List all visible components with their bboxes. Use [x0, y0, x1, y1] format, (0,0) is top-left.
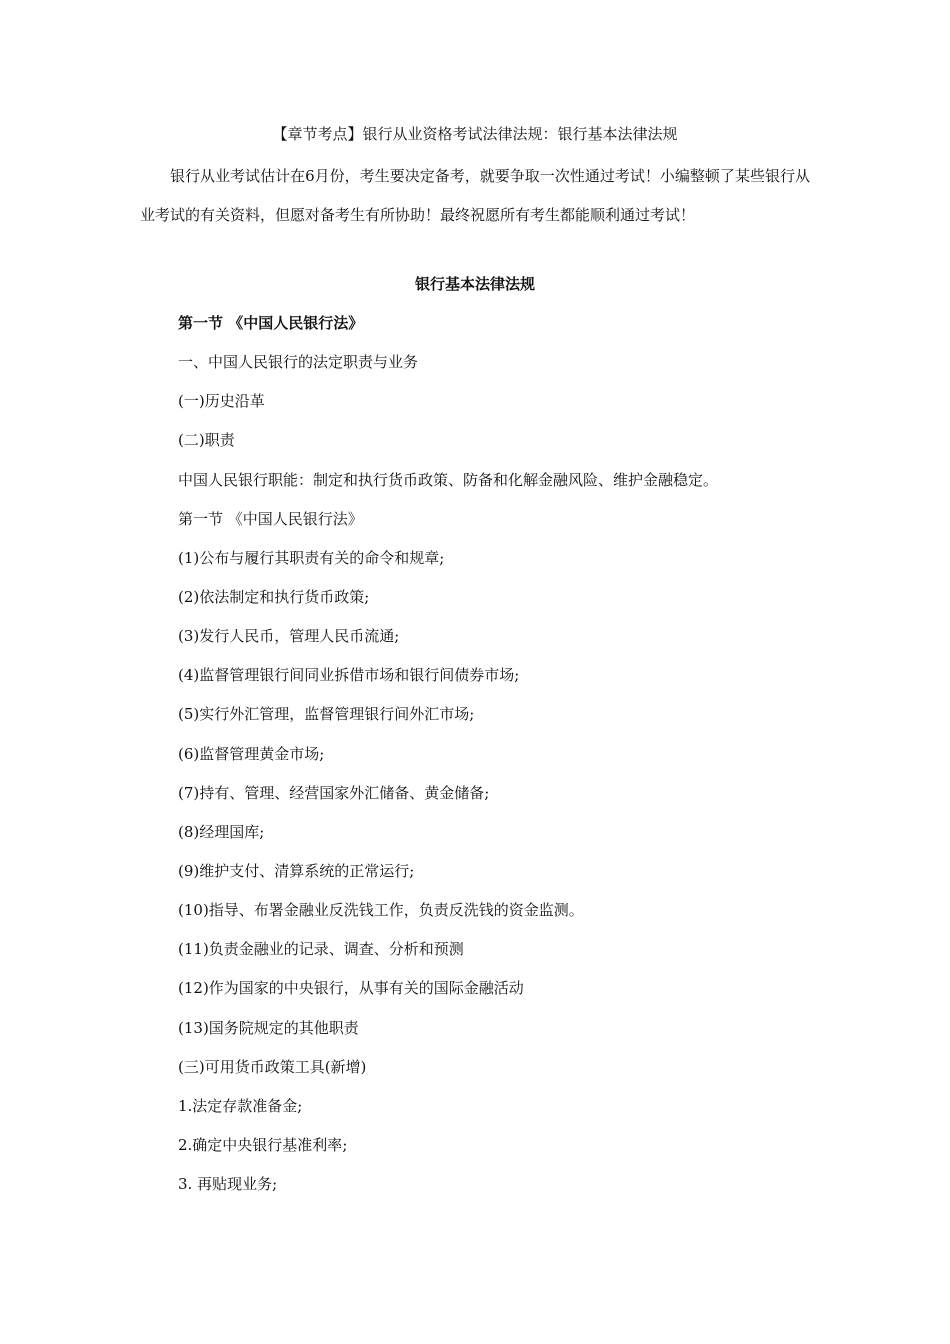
body-line: 第一节 《中国人民银行法》	[178, 509, 363, 528]
body-line: (2)依法制定和执行货币政策;	[178, 587, 370, 606]
body-line: 中国人民银行职能：制定和执行货币政策、防备和化解金融风险、维护金融稳定。	[178, 470, 719, 489]
section-title: 银行基本法律法规	[414, 275, 535, 293]
body-line: (一)历史沿革	[178, 392, 265, 411]
body-line: (三)可用货币政策工具(新增)	[178, 1057, 367, 1076]
body-line: 一、中国人民银行的法定职责与业务	[178, 353, 419, 372]
body-line: (二)职责	[178, 431, 235, 450]
body-line: 2.确定中央银行基准利率;	[178, 1135, 348, 1154]
body-lines	[178, 310, 818, 1210]
body-line: (12)作为国家的中央银行，从事有关的国际金融活动	[178, 979, 524, 998]
document-title: 【章节考点】银行从业资格考试法律法规：银行基本法律法规	[272, 125, 678, 143]
body-line: (3)发行人民币，管理人民币流通;	[178, 627, 400, 646]
body-line: (8)经理国库;	[178, 822, 265, 841]
body-line: 第一节 《中国人民银行法》	[178, 314, 364, 332]
body-line: (7)持有、管理、经营国家外汇储备、黄金储备;	[178, 783, 490, 802]
body-line: (13)国务院规定的其他职责	[178, 1018, 359, 1037]
body-line: (5)实行外汇管理，监督管理银行间外汇市场;	[178, 705, 475, 724]
intro-paragraph: 银行从业考试估计在6月份，考生要决定备考，就要争取一次性通过考试！小编整顿了某些银行从业考试的有关资料，但愿对备考生有所协助！最终祝愿所有考生都能顺利通过考试！	[140, 167, 810, 224]
body-line: (1)公布与履行其职责有关的命令和规章;	[178, 548, 445, 567]
body-line: 1.法定存款准备金;	[178, 1096, 303, 1115]
body-line: (4)监督管理银行间同业拆借市场和银行间债券市场;	[178, 666, 520, 685]
body-line: (6)监督管理黄金市场;	[178, 744, 325, 763]
body-line: (9)维护支付、清算系统的正常运行;	[178, 861, 415, 880]
body-line: (10)指导、布署金融业反洗钱工作，负责反洗钱的资金监测。	[178, 901, 584, 920]
body-line: 3. 再贴现业务;	[178, 1175, 278, 1194]
body-line: (11)负责金融业的记录、调查、分析和预测	[178, 940, 464, 959]
